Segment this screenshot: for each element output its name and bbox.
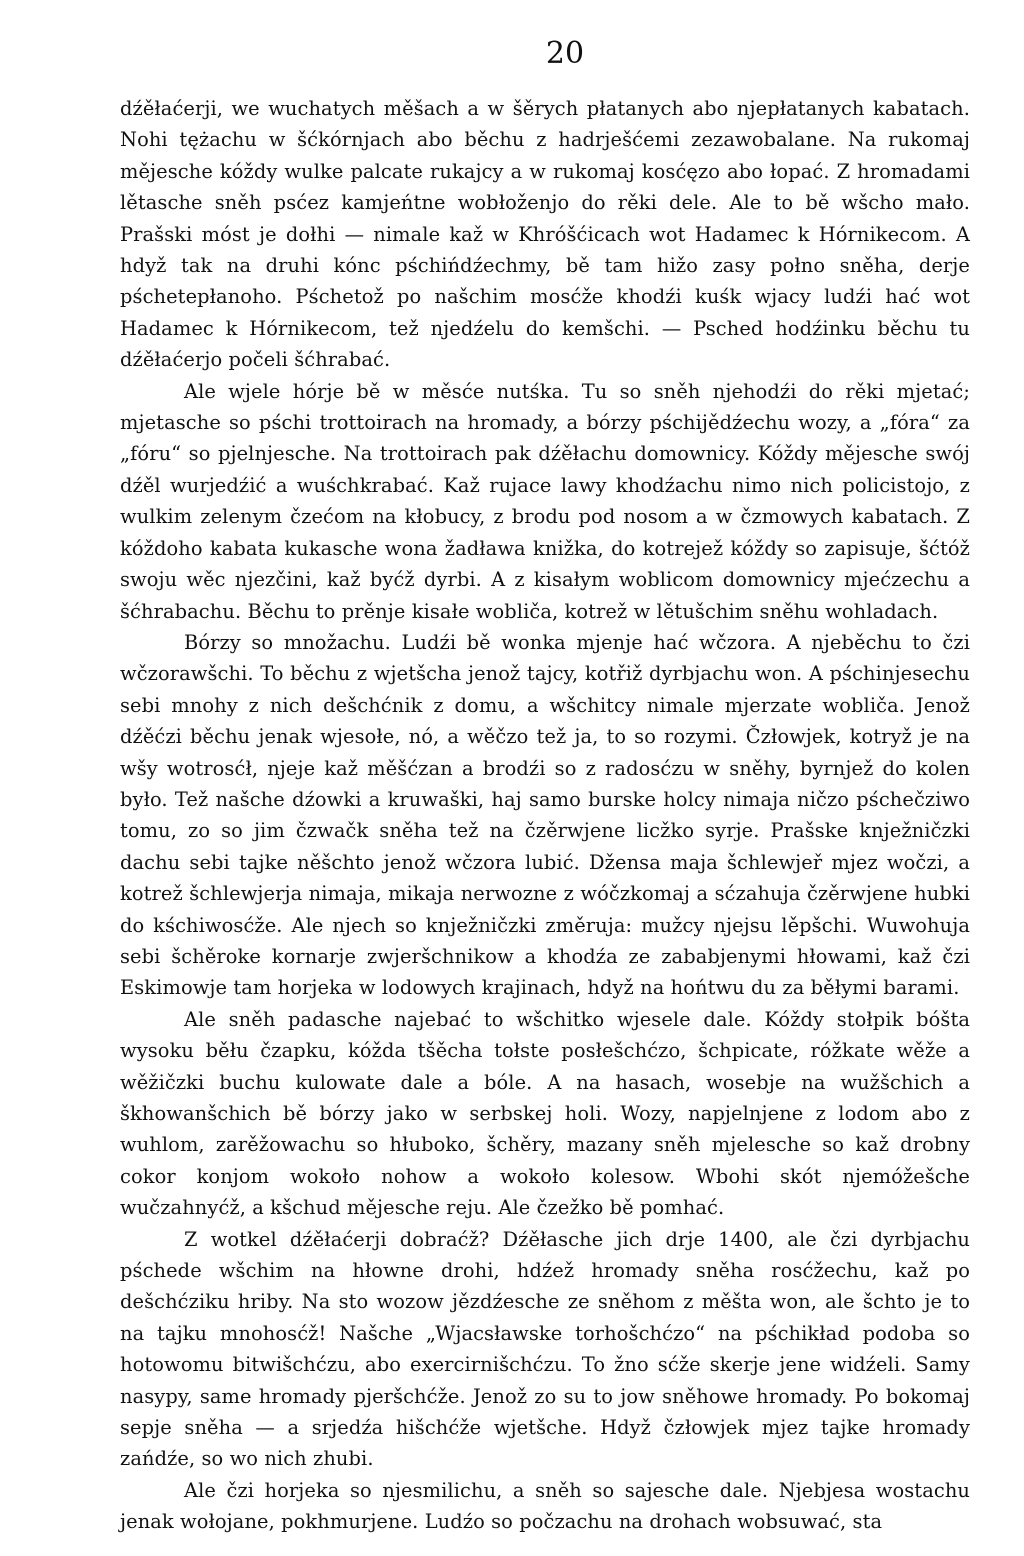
paragraph-1: dźěłaćerji, we wuchatych měšach a w šěrych płatanych abo njepłatanych kabatach. Nohi tężachu w šćkórnjach abo běchu z hadrješćemi zezawobalane. Na rukomaj mějesche kóždy wulke palcate rukajcy a w rukomaj kosćęzo abo łopać. Z hromadami lětasche sněh psćez kamjeńtne wobłoženjo do rěki dele. Ale to bě wšcho mało. Prašski móst je dołhi — nimale kaž w Khróšćicach wot Hadamec k Hórnikecom. A hdyž tak na druhi kónc pśchińdźechmy, bě tam hižo zasy połno sněha, derje pśchetepłanoho. Pśchetož po našchim mosćže khodźi kuśk wjacy ludźi hać wot Hadamec k Hórnikecom, tež njedźelu do kemšchi. — Psched hodźinku běchu tu dźěłaćerjo počeli šćhrabać.: [120, 97, 970, 372]
paragraph-5: Z wotkel dźěłaćerji dobraćž? Dźěłasche jich drje 1400, ale čzi dyrbjachu pśchede wšchim na hłowne drohi, hdźež hromady sněha rosćžechu, kaž po dešchćziku hriby. Na sto wozow jězdźesche ze sněhom z měšta won, ale šchto je to na tajku mnohosćž! Našche „Wjacsławske torhošchćzo“ na pśchikład podoba so hotowomu bitwišchćzu, abo exercirnišchćzu. To žno sćže skerje jene widźeli. Samy nasypy, same hromady pjeršchćže. Jenož zo su to jow sněhowe hromady. Po bokomaj sepje sněha — a srjedźa hišchćže wjetšche. Hdyž čzłowjek mjez tajke hromady zańdźe, so wo nich zhubi.: [120, 1227, 970, 1471]
paragraph-3: Bórzy so množachu. Ludźi bě wonka mjenje hać wčzora. A njeběchu to čzi wčzorawšchi. To běchu z wjetšcha jenož tajcy, kotřiž dyrbjachu won. A pśchinjesechu sebi mnohy z nich dešchćnik z domu, a wšchitcy nimale mjerzate wobliča. Jenož dźěćzi běchu jenak wjesołe, nó, a wěčzo tež ja, to so rozymi. Čzłowjek, kotryž je na wšy wotrosćł, njeje kaž měšćzan a brodźi so z radosćzu w sněhy, byrnjež do kolen było. Tež našche dźowki a kruwaški, haj samo burske holcy nimaja ničzo pśchečziwo tomu, zo so jim čzwačk sněha tež na čzěrwjene licžko syrje. Prašske knježničzki dachu sebi tajke něšchto jenož wčzora lubić. Džensa maja šchlewjeř mjez wočzi, a kotrež šchlewjerja nimaja, mikaja nerwozne z wóčzkomaj a sćzahuja čzěrwjene hubki do kśchiwosćže. Ale njech so knježničzki změruja: mužcy njejsu lěpšchi. Wuwohuja sebi šchěroke kornarje zwjeršchnikow a khodźa ze zababjenymi hłowami, kaž čzi Eskimowje tam horjeka w lodowych krajinach, hdyž na hońtwu du za běłymi barami.: [120, 630, 970, 1000]
body-text: [120, 93, 970, 1538]
paragraph-6: Ale čzi horjeka so njesmilichu, a sněh so sajesche dale. Njebjesa wostachu jenak wołojane, pokhmurjene. Ludźo so počzachu na drohach wobsuwać, sta: [120, 1478, 970, 1534]
paragraph-4: Ale sněh padasche najebać to wšchitko wjesele dale. Kóždy stołpik bóšta wysoku běłu čzapku, kóžda tšěcha tołste posłešchćzo, šchpicate, róžkate wěže a wěžičzki buchu kulowate dale a bóle. A na hasach, wosebje na wužšchich a škhowanšchich bě bórzy jako w serbskej holi. Wozy, napjelnjene z lodom abo z wuhlom, zarěžowachu so hłuboko, šchěry, mazany sněh mjelesche so kaž drobny cokor konjom wokoło nohow a wokoło kolesow. Wbohi skót njemóžešche wučzahnyćž, a kšchud mějesche reju. Ale čzežko bě pomhać.: [120, 1007, 970, 1220]
page-number: 20: [545, 36, 585, 71]
paragraph-2: Ale wjele hórje bě w měsće nutśka. Tu so sněh njehodźi do rěki mjetać; mjetasche so pśchi trottoirach na hromady, a bórzy pśchijědźechu wozy, a „fóra“ za „fóru“ so pjelnjesche. Na trottoirach pak dźěłachu domownicy. Kóždy mějesche swój dźěl wurjedźić a wuśchkrabać. Kaž rujace lawy khodźachu nimo nich policistojo, z wulkim zelenym čzećom na kłobucy, z brodu pod nosom a w čzmowych kabatach. Z kóždoho kabata kukasche wona žadława knižka, do kotrejež kóždy so zapisuje, šćtóž swoju wěc njezčini, kaž byćž dyrbi. A z kisałym woblicom domownicy mjećzechu a šćhrabachu. Běchu to prěnje kisałe wobliča, kotrež w lětušchim sněhu wohladach.: [120, 379, 970, 623]
